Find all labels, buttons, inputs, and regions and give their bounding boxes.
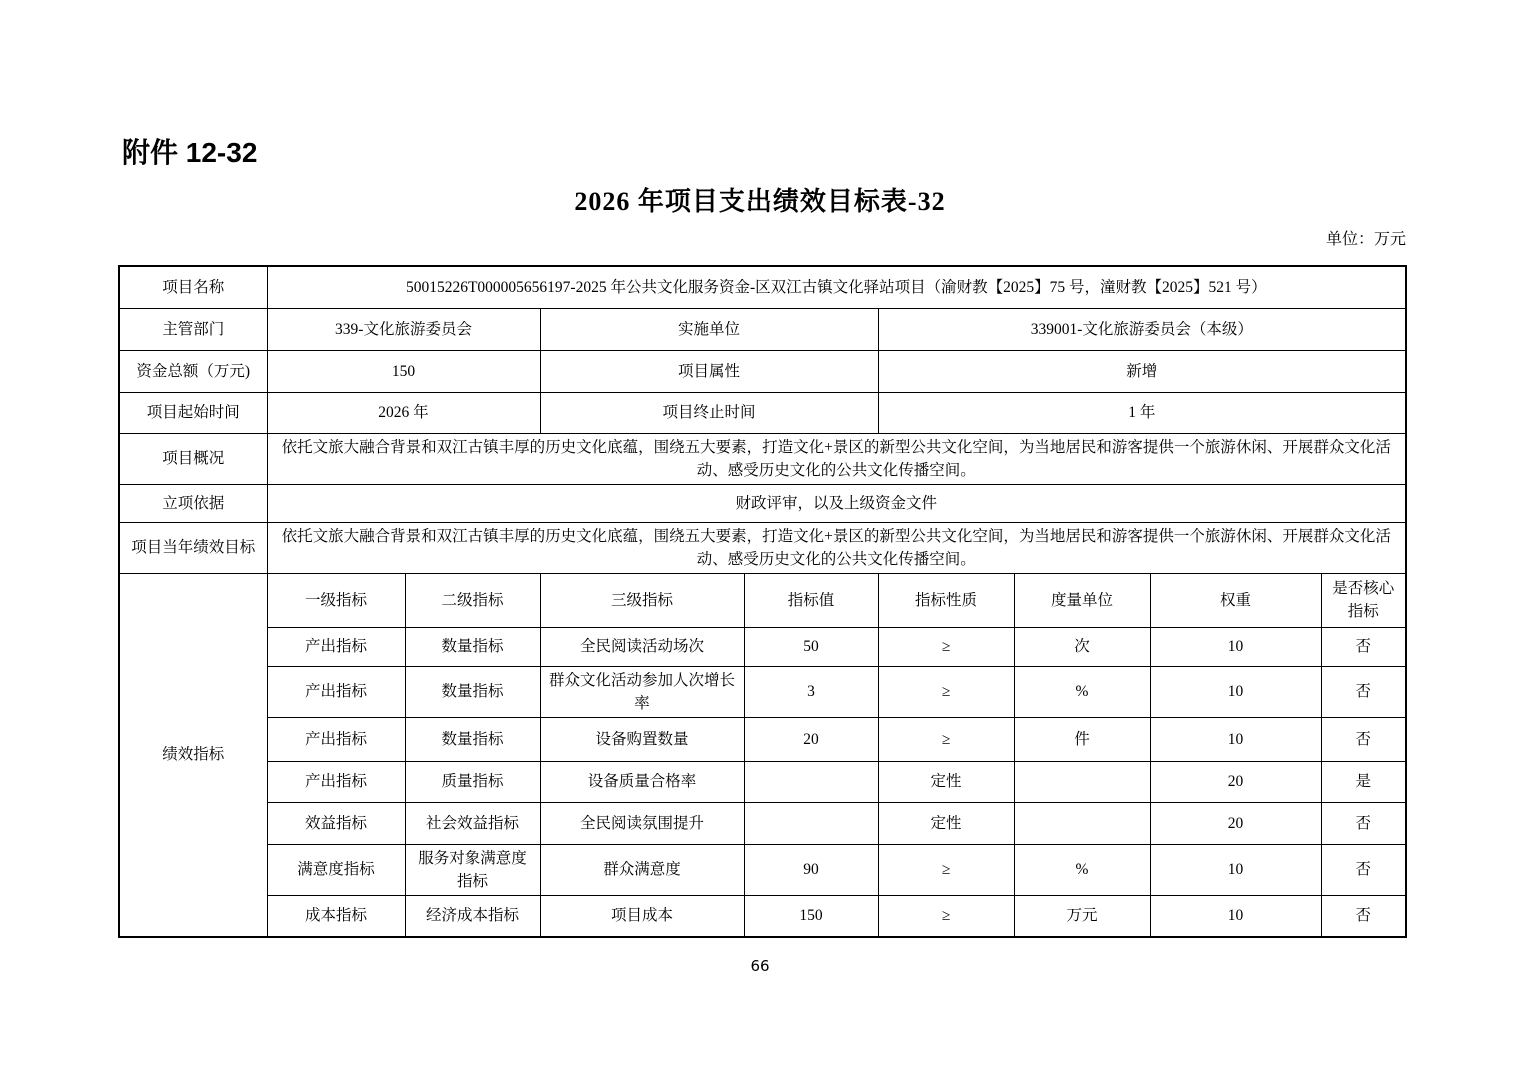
indicator-header-cell: 权重 (1150, 573, 1321, 627)
indicator-cell: ≥ (878, 717, 1014, 761)
basis-label: 立项依据 (119, 484, 267, 522)
indicator-cell: 10 (1150, 666, 1321, 717)
row-time (119, 392, 1406, 433)
indicator-cell: ≥ (878, 666, 1014, 717)
indicator-cell: ≥ (878, 844, 1014, 895)
page-title: 2026 年项目支出绩效目标表-32 (574, 187, 946, 216)
indicator-cell: 10 (1150, 895, 1321, 937)
annual-goal-value: 依托文旅大融合背景和双江古镇丰厚的历史文化底蕴，围绕五大要素，打造文化+景区的新型公共文化空间，为当地居民和游客提供一个旅游休闲、开展群众文化活动、感受历史文化的公共文化传播空间。 (267, 522, 1406, 573)
overview-label: 项目概况 (119, 433, 267, 484)
indicator-cell: 设备质量合格率 (540, 761, 744, 802)
indicator-cell: 50 (744, 627, 878, 666)
indicator-cell (744, 761, 878, 802)
project-name-label: 项目名称 (119, 266, 267, 308)
indicator-cell: 20 (1150, 761, 1321, 802)
indicator-cell: 群众满意度 (540, 844, 744, 895)
indicator-header-cell: 一级指标 (267, 573, 405, 627)
indicator-cell: 否 (1321, 844, 1406, 895)
page-number: 66 (750, 957, 770, 975)
indicator-cell: 定性 (878, 761, 1014, 802)
indicator-cell (744, 802, 878, 844)
row-dept (119, 308, 1406, 350)
indicator-cell: 全民阅读活动场次 (540, 627, 744, 666)
indicator-cell: 20 (1150, 802, 1321, 844)
annual-goal-label: 项目当年绩效目标 (119, 522, 267, 573)
indicator-cell: 设备购置数量 (540, 717, 744, 761)
indicator-header-cell: 是否核心指标 (1321, 573, 1406, 627)
indicator-cell: % (1014, 844, 1150, 895)
indicator-row (119, 844, 1406, 895)
indicator-cell: 数量指标 (405, 666, 540, 717)
indicator-cell: ≥ (878, 895, 1014, 937)
indicator-row (119, 895, 1406, 937)
indicator-cell: 是 (1321, 761, 1406, 802)
indicator-cell: 质量指标 (405, 761, 540, 802)
indicator-cell: 150 (744, 895, 878, 937)
dept-value: 339-文化旅游委员会 (267, 308, 540, 350)
indicator-cell: 群众文化活动参加人次增长率 (540, 666, 744, 717)
indicator-cell: 数量指标 (405, 627, 540, 666)
indicator-row (119, 761, 1406, 802)
indicator-cell: 10 (1150, 717, 1321, 761)
indicator-cell: 万元 (1014, 895, 1150, 937)
performance-target-table (118, 265, 1407, 938)
basis-value: 财政评审，以及上级资金文件 (267, 484, 1406, 522)
indicator-cell: ≥ (878, 627, 1014, 666)
indicator-cell: 90 (744, 844, 878, 895)
indicator-cell: 否 (1321, 717, 1406, 761)
indicator-cell: 成本指标 (267, 895, 405, 937)
end-time-value: 1 年 (878, 392, 1406, 433)
end-time-label: 项目终止时间 (540, 392, 878, 433)
indicator-cell: 效益指标 (267, 802, 405, 844)
indicator-cell: 10 (1150, 844, 1321, 895)
overview-value: 依托文旅大融合背景和双江古镇丰厚的历史文化底蕴，围绕五大要素，打造文化+景区的新型公共文化空间，为当地居民和游客提供一个旅游休闲、开展群众文化活动、感受历史文化的公共文化传播空间。 (267, 433, 1406, 484)
indicator-cell: 否 (1321, 802, 1406, 844)
start-time-label: 项目起始时间 (119, 392, 267, 433)
indicator-cell: % (1014, 666, 1150, 717)
indicator-header-cell: 二级指标 (405, 573, 540, 627)
indicator-header-row (119, 573, 1406, 627)
unit-note: 单位：万元 (1325, 231, 1406, 248)
indicator-cell: 项目成本 (540, 895, 744, 937)
indicator-row (119, 627, 1406, 666)
indicator-cell: 产出指标 (267, 627, 405, 666)
indicator-cell: 产出指标 (267, 761, 405, 802)
row-fund (119, 350, 1406, 392)
indicator-cell (1014, 802, 1150, 844)
row-annual-goal (119, 522, 1406, 573)
indicator-row (119, 717, 1406, 761)
indicator-cell: 3 (744, 666, 878, 717)
attribute-label: 项目属性 (540, 350, 878, 392)
attribute-value: 新增 (878, 350, 1406, 392)
attachment-label: 附件 12-32 (122, 137, 258, 168)
indicator-cell: 定性 (878, 802, 1014, 844)
indicator-cell: 数量指标 (405, 717, 540, 761)
indicator-section-label: 绩效指标 (119, 573, 267, 937)
indicator-cell: 件 (1014, 717, 1150, 761)
indicator-cell: 满意度指标 (267, 844, 405, 895)
row-overview (119, 433, 1406, 484)
indicator-cell (1014, 761, 1150, 802)
dept-label: 主管部门 (119, 308, 267, 350)
indicator-header-cell: 指标值 (744, 573, 878, 627)
indicator-cell: 20 (744, 717, 878, 761)
indicator-header-cell: 三级指标 (540, 573, 744, 627)
indicator-cell: 经济成本指标 (405, 895, 540, 937)
indicator-cell: 产出指标 (267, 666, 405, 717)
row-project-name (119, 266, 1406, 308)
indicator-cell: 产出指标 (267, 717, 405, 761)
indicator-cell: 10 (1150, 627, 1321, 666)
total-fund-label: 资金总额（万元) (119, 350, 267, 392)
indicator-cell: 否 (1321, 627, 1406, 666)
indicator-cell: 否 (1321, 895, 1406, 937)
start-time-value: 2026 年 (267, 392, 540, 433)
indicator-cell: 服务对象满意度指标 (405, 844, 540, 895)
indicator-header-cell: 度量单位 (1014, 573, 1150, 627)
project-name-value: 50015226T000005656197-2025 年公共文化服务资金-区双江古镇文化驿站项目（渝财教【2025】75 号，潼财教【2025】521 号） (267, 266, 1406, 308)
indicator-cell: 次 (1014, 627, 1150, 666)
row-basis (119, 484, 1406, 522)
indicator-cell: 社会效益指标 (405, 802, 540, 844)
indicator-cell: 全民阅读氛围提升 (540, 802, 744, 844)
indicator-row (119, 666, 1406, 717)
indicator-header-cell: 指标性质 (878, 573, 1014, 627)
impl-unit-label: 实施单位 (540, 308, 878, 350)
impl-unit-value: 339001-文化旅游委员会（本级） (878, 308, 1406, 350)
indicator-cell: 否 (1321, 666, 1406, 717)
indicator-row (119, 802, 1406, 844)
total-fund-value: 150 (267, 350, 540, 392)
